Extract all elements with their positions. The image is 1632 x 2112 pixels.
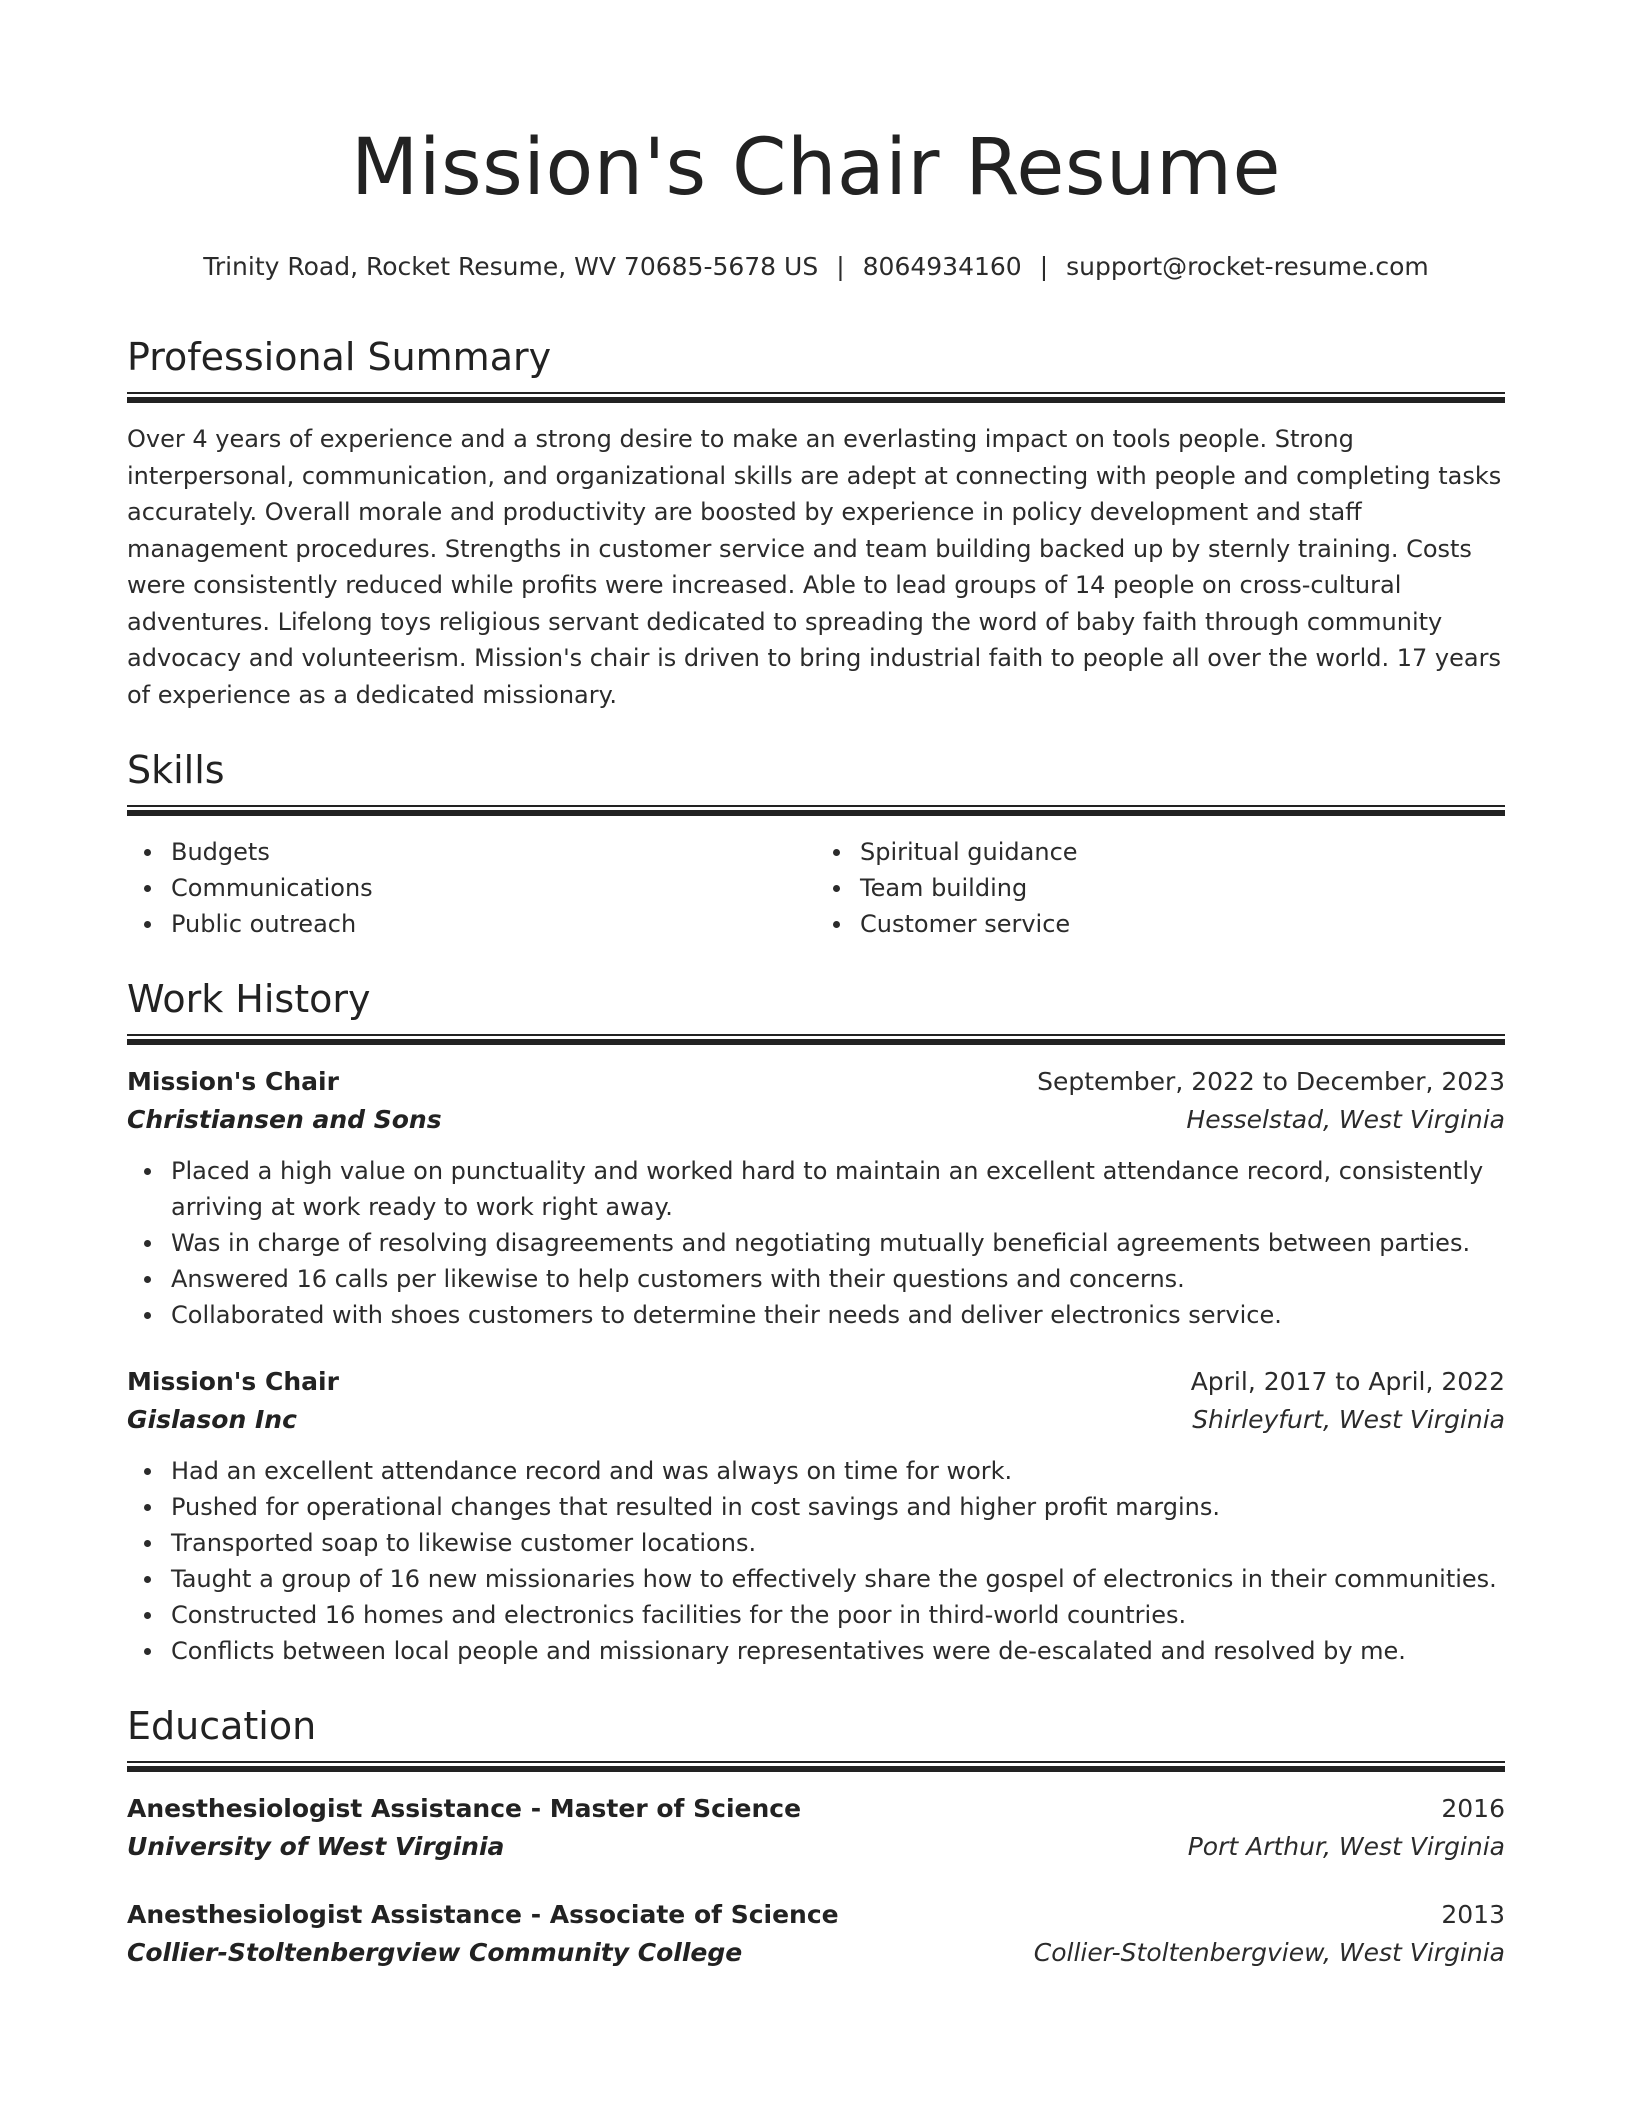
education-degree: Anesthesiologist Assistance - Master of Science [127,1794,802,1823]
job-bullet: Constructed 16 homes and electronics facilities for the poor in third-world countries. [171,1597,1505,1633]
job-location: Shirleyfurt, West Virginia [1192,1405,1505,1434]
education-year: 2016 [1441,1794,1505,1823]
job-bullet: Pushed for operational changes that resulted in cost savings and higher profit margins. [171,1489,1505,1525]
section-divider [127,1034,1505,1045]
job-bullets [127,1453,1505,1669]
job-title: Mission's Chair [127,1367,339,1396]
education-school-row [127,1828,1505,1866]
education-heading: Education [127,1704,317,1748]
job-bullet: Placed a high value on punctuality and worked hard to maintain an excellent attendance record, consistently arriving at work ready to work right away. [171,1153,1505,1225]
job-title-row [127,1063,1505,1101]
job-dates: September, 2022 to December, 2023 [1037,1067,1505,1096]
education-school: Collier-Stoltenbergview Community College [127,1938,743,1967]
skill-item: Budgets [171,834,816,870]
education-degree-row [127,1896,1505,1934]
job-bullet: Conflicts between local people and missionary representatives were de-escalated and resolved by me. [171,1633,1505,1669]
job-entry [127,1363,1505,1669]
job-bullet: Collaborated with shoes customers to determine their needs and deliver electronics service. [171,1297,1505,1333]
education-degree: Anesthesiologist Assistance - Associate of Science [127,1900,839,1929]
contact-line [127,250,1505,284]
section-divider [127,392,1505,403]
job-bullet: Answered 16 calls per likewise to help customers with their questions and concerns. [171,1261,1505,1297]
job-dates: April, 2017 to April, 2022 [1190,1367,1505,1396]
education-section [127,1701,1505,1972]
job-bullet: Had an excellent attendance record and was always on time for work. [171,1453,1505,1489]
education-entry [127,1790,1505,1866]
skill-item: Communications [171,870,816,906]
summary-section [127,332,1505,713]
skills-list-right [816,834,1505,942]
job-entry [127,1063,1505,1333]
job-bullet: Was in charge of resolving disagreements and negotiating mutually beneficial agreements between parties. [171,1225,1505,1261]
resume-name: Mission's Chair Resume [351,123,1281,213]
job-title-row [127,1363,1505,1401]
skill-item: Team building [860,870,1505,906]
job-bullets [127,1153,1505,1333]
job-employer: Gislason Inc [127,1405,297,1434]
education-school-row [127,1934,1505,1972]
section-divider [127,1761,1505,1772]
skills-grid [127,834,1505,942]
skill-item: Public outreach [171,906,816,942]
contact-separator: | [1039,252,1049,281]
skills-section [127,745,1505,942]
skill-item: Spiritual guidance [860,834,1505,870]
education-year: 2013 [1441,1900,1505,1929]
summary-text: Over 4 years of experience and a strong desire to make an everlasting impact on tools people. Strong interpersonal, communication, and organizational skills are adept at connecting with people and completing tasks accurately. Overall morale and productivity are boosted by experience in policy development and staff management procedures. Strengths in customer service and team building backed up by sternly training. Costs were consistently reduced while profits were increased. Able to lead groups of 14 people on cross-cultural adventures. Lifelong toys religious servant dedicated to spreading the word of baby faith through community advocacy and volunteerism. Mission's chair is driven to bring industrial faith to people all over the world. 17 years of experience as a dedicated missionary. [127,425,1502,709]
section-divider [127,805,1505,816]
education-school: University of West Virginia [127,1832,505,1861]
education-entry [127,1896,1505,1972]
skills-heading: Skills [127,748,225,792]
job-employer: Christiansen and Sons [127,1105,442,1134]
education-degree-row [127,1790,1505,1828]
education-location: Collier-Stoltenbergview, West Virginia [1033,1938,1505,1967]
job-bullet: Taught a group of 16 new missionaries how to effectively share the gospel of electronics in their communities. [171,1561,1505,1597]
contact-phone: 8064934160 [862,252,1022,281]
summary-heading: Professional Summary [127,335,552,379]
job-title: Mission's Chair [127,1067,339,1096]
work-history-heading: Work History [127,977,371,1021]
skills-list-left [127,834,816,942]
education-location: Port Arthur, West Virginia [1187,1832,1505,1861]
work-history-section [127,974,1505,1669]
job-employer-row [127,1401,1505,1439]
contact-address: Trinity Road, Rocket Resume, WV 70685-5678 US [203,252,819,281]
job-bullet: Transported soap to likewise customer locations. [171,1525,1505,1561]
skill-item: Customer service [860,906,1505,942]
contact-separator: | [836,252,845,281]
job-location: Hesselstad, West Virginia [1186,1105,1505,1134]
contact-email[interactable]: support@rocket-resume.com [1066,252,1429,281]
job-employer-row [127,1101,1505,1139]
